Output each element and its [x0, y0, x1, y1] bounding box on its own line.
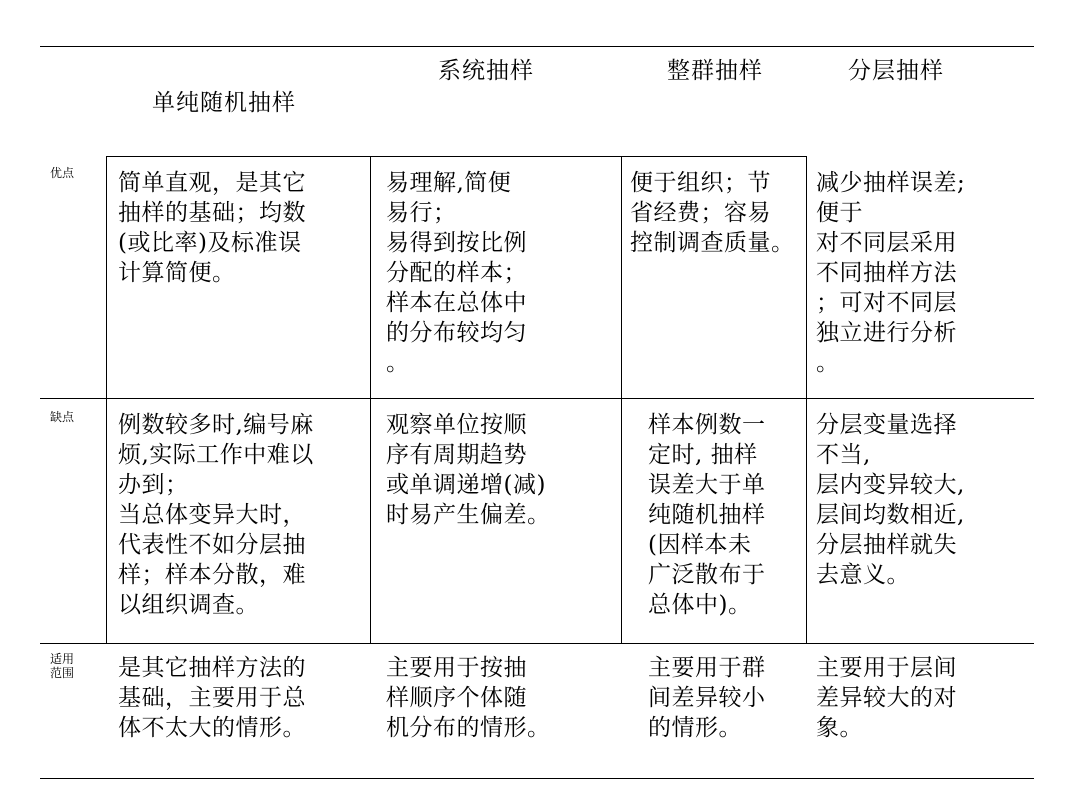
row-divider-3 — [40, 643, 1034, 644]
header-systematic: 系统抽样 — [438, 58, 534, 84]
cell-advantages-systematic: 易理解,简便 易行； 易得到按比例 分配的样本； 样本在总体中 的分布较均匀 。 — [386, 170, 527, 376]
col-divider-1 — [106, 156, 107, 643]
row-divider-1 — [106, 156, 806, 157]
cell-disadvantages-cluster: 样本例数一 定时, 抽样 误差大于单 纯随机抽样 (因样本未 广泛散布于 总体中)。 — [648, 412, 766, 618]
cell-scope-systematic: 主要用于按抽 样顺序个体随 机分布的情形。 — [386, 655, 551, 741]
bottom-rule — [40, 778, 1034, 779]
header-stratified: 分层抽样 — [848, 58, 944, 84]
header-cluster: 整群抽样 — [667, 58, 763, 84]
cell-disadvantages-stratified: 分层变量选择 不当, 层内变异较大, 层间均数相近, 分层抽样就失 去意义。 — [816, 412, 965, 588]
cell-disadvantages-systematic: 观察单位按顺 序有周期趋势 或单调递增(减) 时易产生偏差。 — [386, 412, 551, 528]
cell-advantages-simple-random: 简单直观，是其它 抽样的基础；均数 (或比率)及标准误 计算简便。 — [118, 170, 306, 286]
col-divider-2 — [370, 156, 371, 643]
row-divider-2 — [40, 398, 1034, 399]
cell-scope-stratified: 主要用于层间 差异较大的对 象。 — [816, 655, 957, 741]
cell-scope-cluster: 主要用于群 间差异较小 的情形。 — [648, 655, 766, 741]
row-label-disadvantages: 缺点 — [50, 410, 75, 424]
col-divider-4 — [806, 156, 807, 643]
cell-disadvantages-simple-random: 例数较多时,编号麻 烦,实际工作中难以 办到； 当总体变异大时， 代表性不如分层抽 样；样本分散，难 以组织调查。 — [118, 412, 314, 618]
row-label-scope: 适用 范围 — [50, 652, 75, 680]
row-label-advantages: 优点 — [50, 166, 75, 180]
header-simple-random: 单纯随机抽样 — [152, 90, 296, 116]
col-divider-3 — [621, 156, 622, 643]
cell-advantages-stratified: 减少抽样误差; 便于 对不同层采用 不同抽样方法 ；可对不同层 独立进行分析 。 — [816, 170, 966, 376]
top-rule — [40, 46, 1034, 47]
cell-scope-simple-random: 是其它抽样方法的 基础，主要用于总 体不太大的情形。 — [118, 655, 306, 741]
cell-advantages-cluster: 便于组织；节 省经费；容易 控制调查质量。 — [630, 170, 795, 256]
